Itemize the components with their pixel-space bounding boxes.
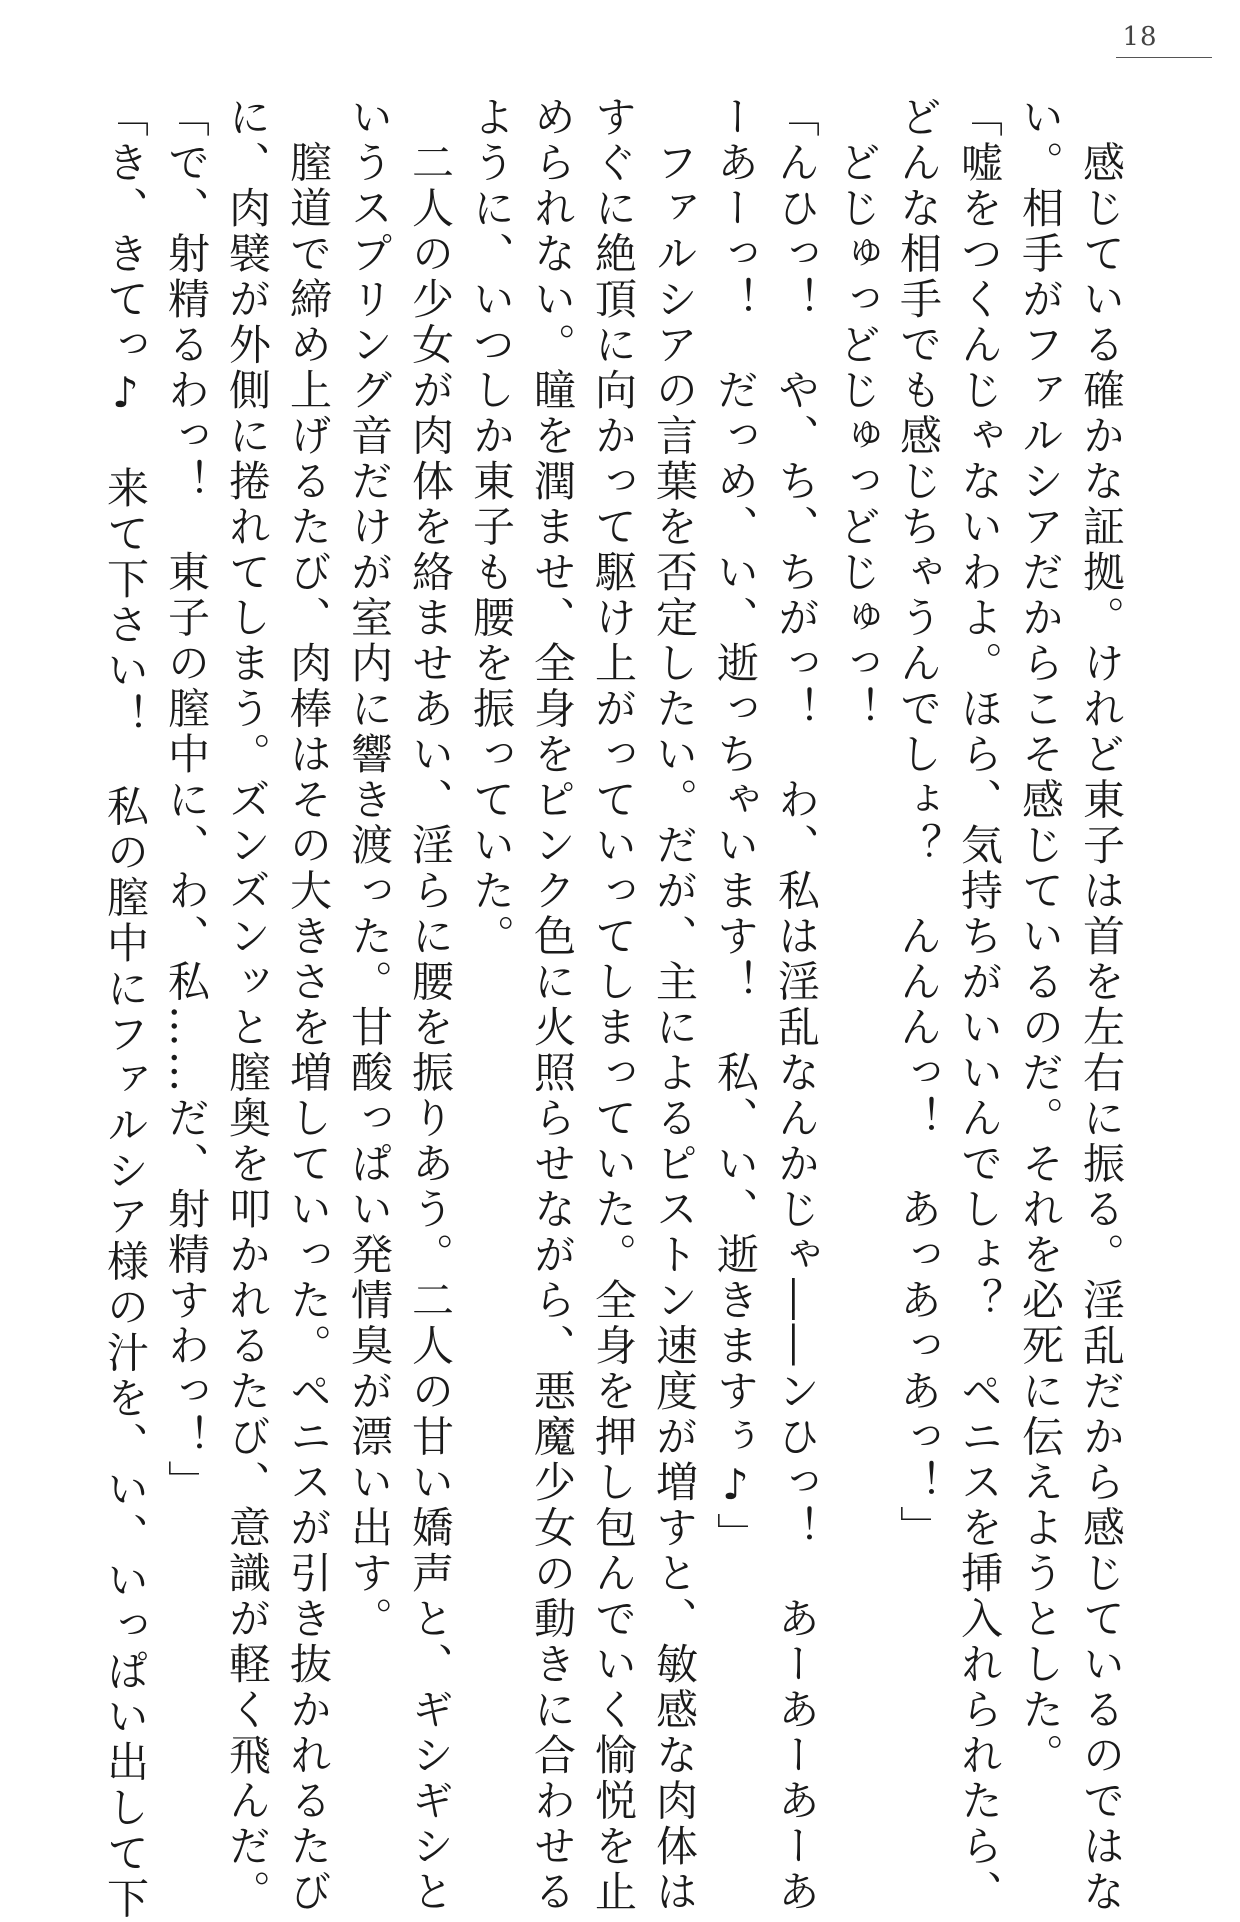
text-line: どんな相手でも感じちゃうんでしょ？ んんんっ！ あっあっあっ！」 [894, 95, 943, 1551]
text-line: められない。瞳を潤ませ、全身をピンク色に火照らせながら、悪魔少女の動きに合わせる [528, 95, 577, 1915]
text-line: ーあーっ！ だっめ、い、逝っちゃいます！ 私、い、逝きますぅ♪」 [711, 95, 760, 1558]
body-text [101, 95, 1132, 1922]
text-line: 「嘘をつくんじゃないわよ。ほら、気持ちがいいんでしょ？ ペニスを挿入れられたら、 [955, 95, 1004, 1915]
text-line: いうスプリング音だけが室内に響き渡った。甘酸っぱい発情臭が漂い出す。 [345, 95, 394, 1642]
text-line: に、肉襞が外側に捲れてしまう。ズンズンッと膣奥を叩かれるたび、意識が軽く飛んだ。 [223, 95, 272, 1915]
text-line: どじゅっどじゅっどじゅっ！ [833, 95, 882, 732]
text-line: すぐに絶頂に向かって駆け上がっていってしまっていた。全身を押し包んでいく愉悦を止 [589, 95, 638, 1915]
text-line: 感じている確かな証拠。けれど東子は首を左右に振る。淫乱だから感じているのではな [1077, 95, 1126, 1915]
text-line: 「で、射精るわっ！ 東子の膣中に、わ、私……だ、射精すわっ！」 [162, 95, 211, 1506]
page-number: 18 [1122, 22, 1158, 52]
text-line: い。相手がファルシアだからこそ感じているのだ。それを必死に伝えようとした。 [1016, 95, 1065, 1779]
text-line: ファルシアの言葉を否定したい。だが、主によるピストン速度が増すと、敏感な肉体は [650, 95, 699, 1915]
text-line: 膣道で締め上げるたび、肉棒はその大きさを増していった。ペニスが引き抜かれるたび [284, 95, 333, 1915]
text-line: ように、いつしか東子も腰を振っていた。 [467, 95, 516, 960]
page-number-rule [1116, 57, 1212, 58]
text-line: 「き、きてっ♪ 来て下さい！ 私の膣中にファルシア様の汁を、い、いっぱい出して下 [101, 95, 150, 1922]
text-line: 「んひっ！ や、ち、ちがっ！ わ、私は淫乱なんかじゃ――ンひっ！ あーあーあーあ [772, 95, 821, 1915]
text-line: 二人の少女が肉体を絡ませあい、淫らに腰を振りあう。二人の甘い嬌声と、ギシギシと [406, 95, 455, 1915]
